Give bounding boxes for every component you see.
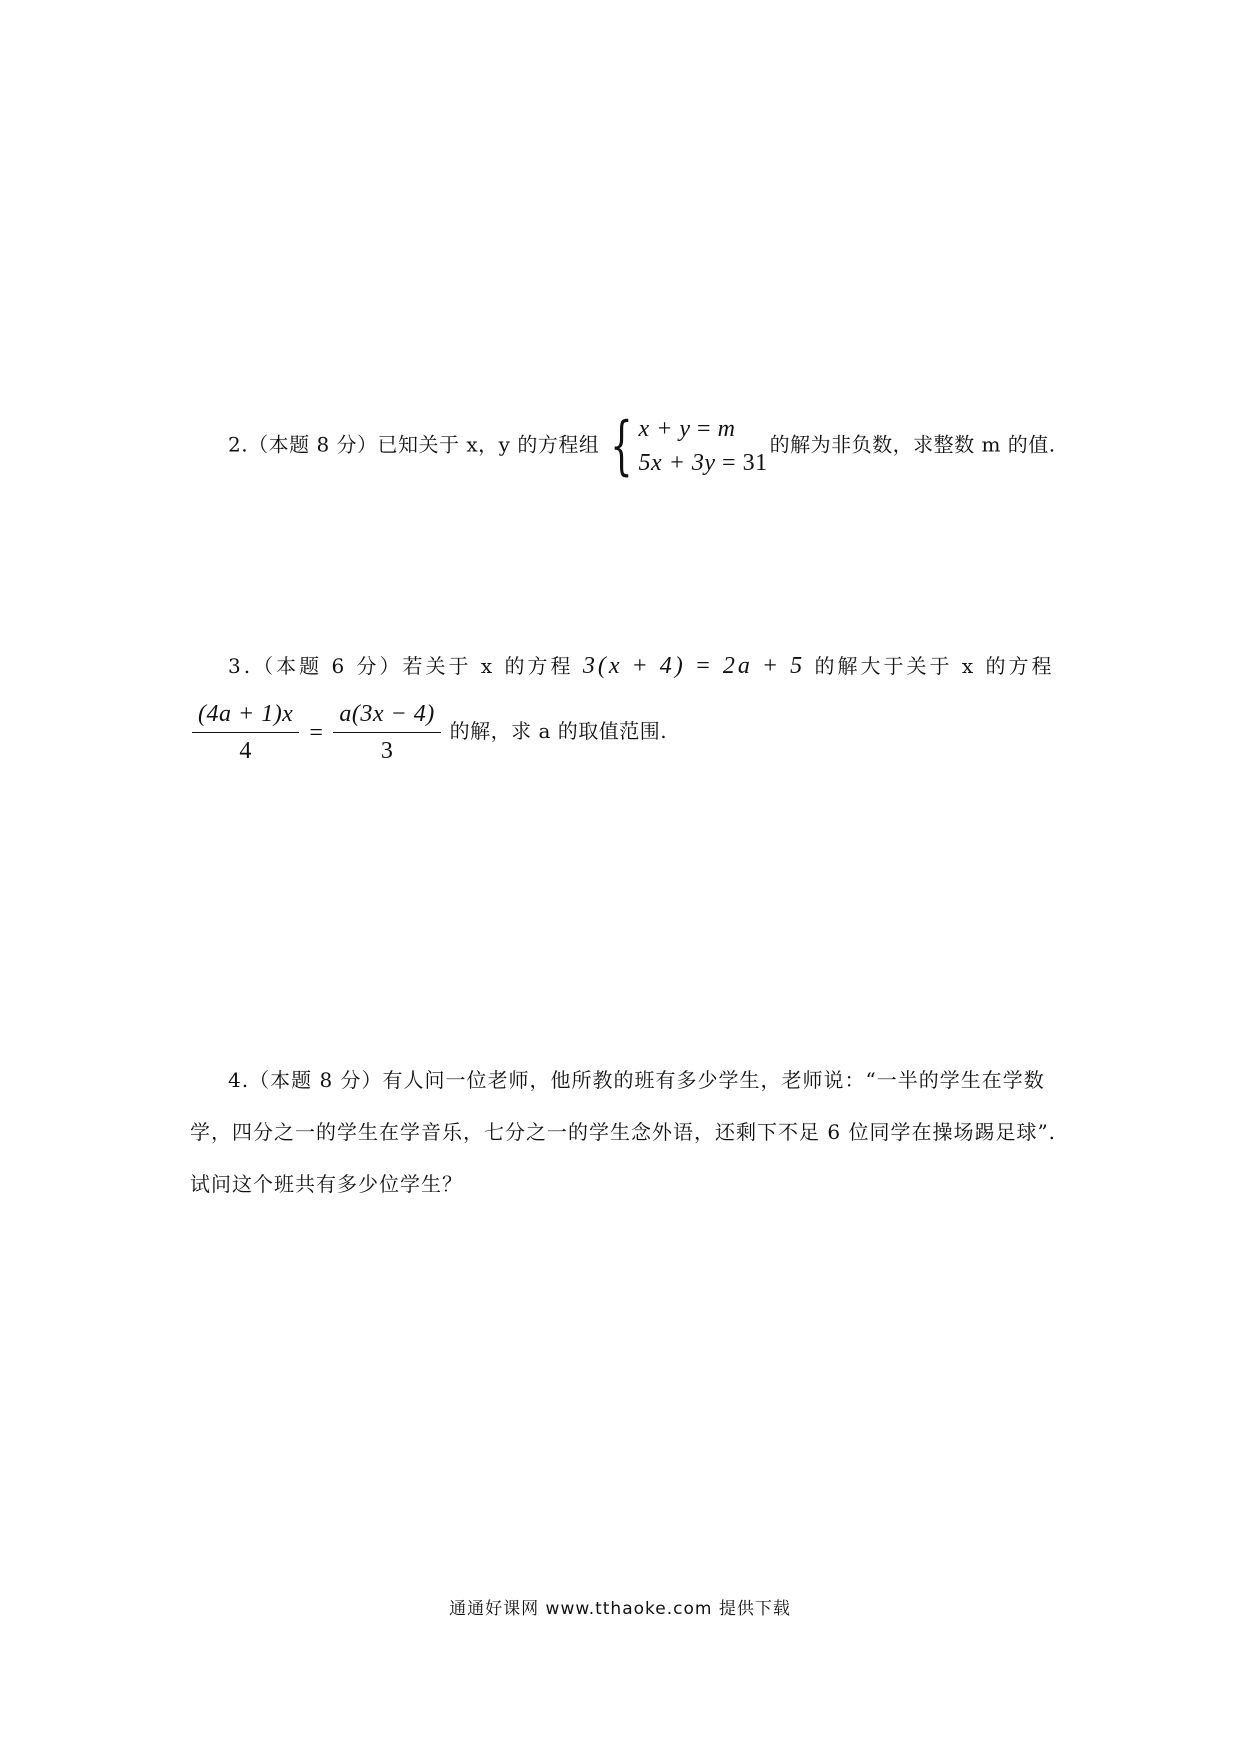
q3-line-2 bbox=[190, 698, 1060, 767]
question-2 bbox=[190, 409, 1098, 483]
rhs-fraction bbox=[333, 698, 440, 767]
q2-label: 2.（本题 8 分）已知关于 x，y 的方程组 bbox=[228, 432, 600, 457]
question-3 bbox=[190, 642, 1060, 767]
equals-sign: = bbox=[309, 719, 324, 746]
equation-2: 5x + 3y = 31 bbox=[638, 450, 768, 476]
page-footer bbox=[0, 1594, 1240, 1619]
q3-tail: 的解，求 a 的取值范围. bbox=[449, 719, 668, 743]
q3-mid: 的解大于关于 x 的方程 bbox=[814, 654, 1055, 678]
lhs-fraction bbox=[192, 698, 299, 767]
rhs-denominator: 3 bbox=[380, 738, 394, 764]
equation-1: x + y = m bbox=[638, 416, 736, 442]
lhs-denominator: 4 bbox=[239, 738, 252, 764]
q4-text: 4.（本题 8 分）有人问一位老师，他所教的班有多少学生，老师说：“一半的学生在学数学，四分之一的学生在学音乐，七分之一的学生念外语，还剩下不足 6 位同学在操场踢足球”. 试问这个班共有多少位学生？ bbox=[190, 1068, 1057, 1196]
question-4 bbox=[190, 1054, 1060, 1210]
footer-text: 通通好课网 www.tthaoke.com 提供下载 bbox=[449, 1599, 791, 1619]
rhs-numerator: a(3x − 4) bbox=[333, 698, 440, 733]
q3-equation-a: 3(x + 4) = 2a + 5 bbox=[582, 653, 806, 679]
left-brace: { bbox=[610, 409, 634, 483]
q2-tail: 的解为非负数，求整数 m 的值. bbox=[769, 432, 1056, 457]
q3-line-1 bbox=[190, 642, 1060, 690]
q3-label: 3.（本题 6 分）若关于 x 的方程 bbox=[228, 654, 574, 678]
lhs-numerator: (4a + 1)x bbox=[192, 698, 299, 733]
equation-system bbox=[601, 409, 768, 483]
